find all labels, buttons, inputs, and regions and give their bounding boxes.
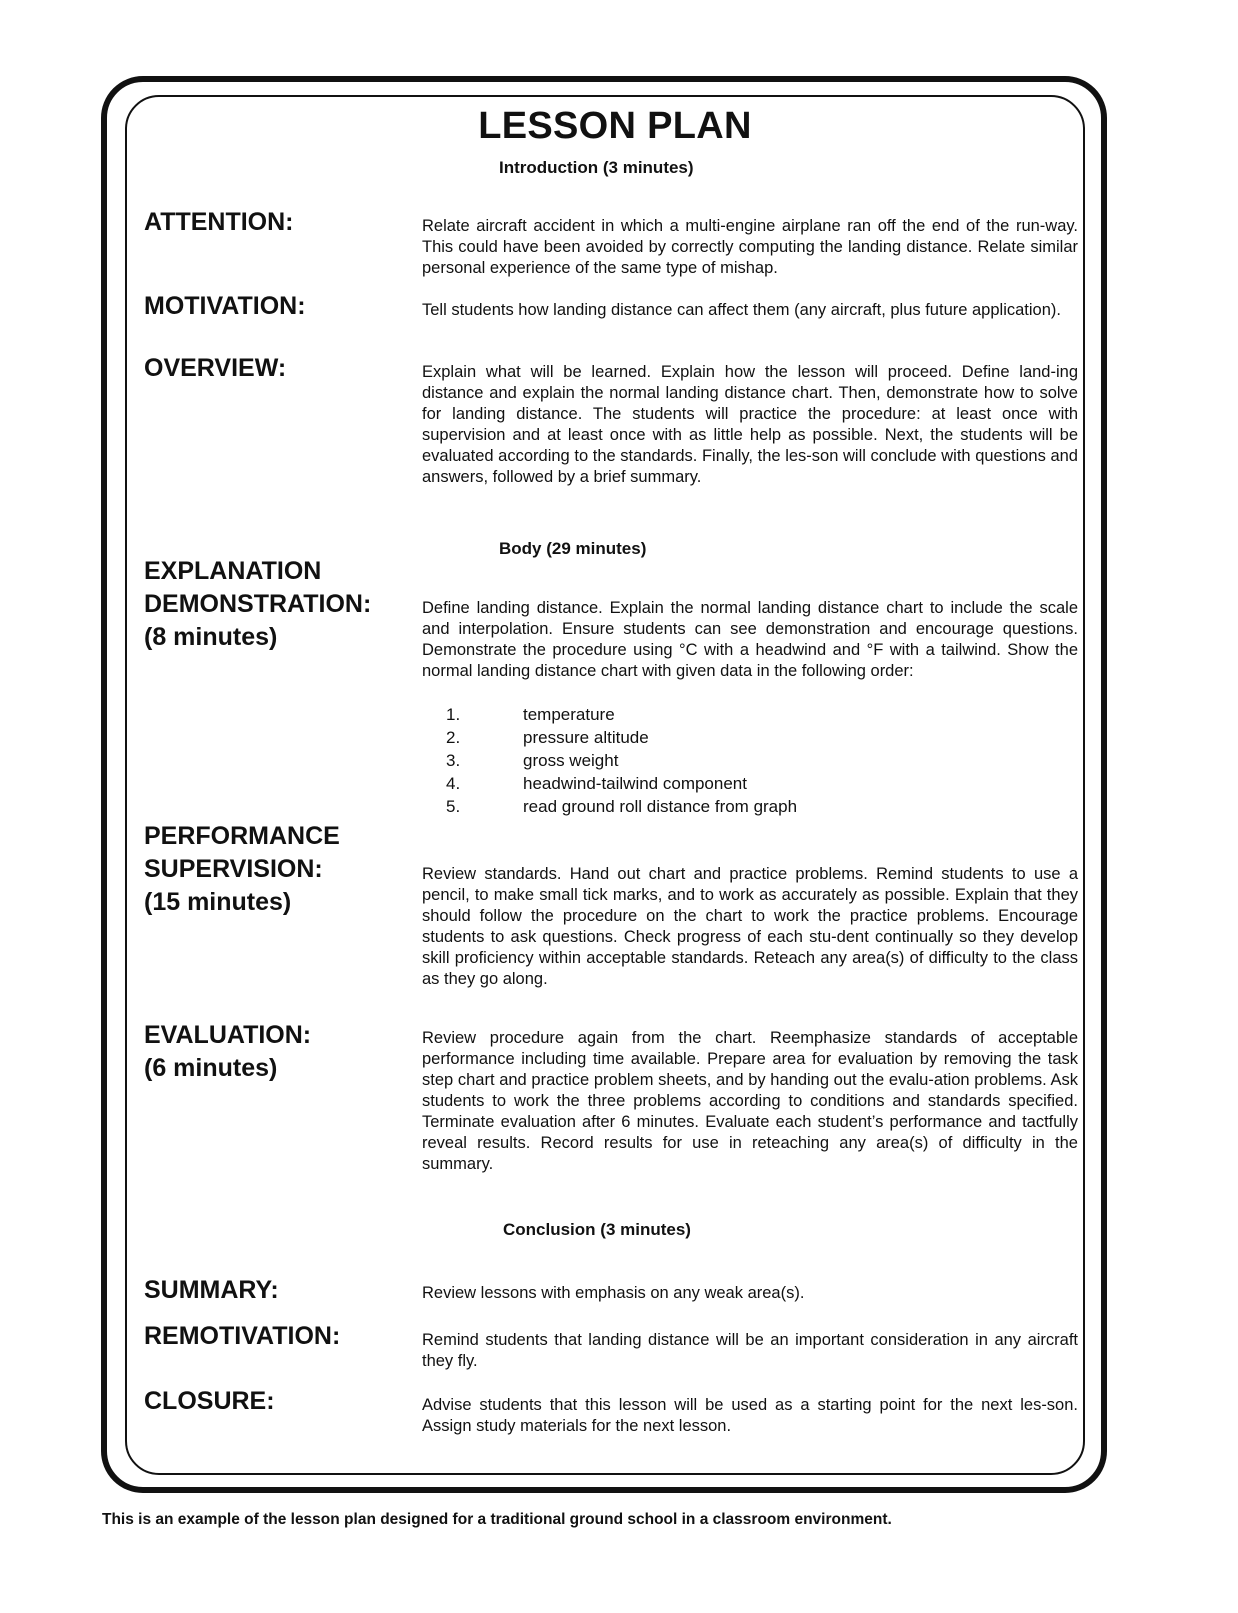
step-number: 3. xyxy=(446,751,461,770)
list-item xyxy=(422,795,922,818)
step-text: headwind-tailwind component xyxy=(523,774,747,793)
step-number: 1. xyxy=(446,705,461,724)
step-number: 5. xyxy=(446,797,461,816)
list-item xyxy=(422,772,922,795)
explanation-duration: (8 minutes) xyxy=(144,623,278,651)
step-text: gross weight xyxy=(523,751,619,770)
step-number: 4. xyxy=(446,774,461,793)
explanation-demonstration-label xyxy=(144,555,371,654)
attention-label: ATTENTION: xyxy=(144,208,294,236)
evaluation-text: Review procedure again from the chart. Reemphasize standards of acceptable performance including time available. Prepare area for evaluation by removing the task step chart and practice problem sheets, and by handing out the evalu-ation problems. Ask students to work the three problems according to conditions and standards specified. Terminate evaluation after 6 minutes. Evaluate each student’s performance and tactfully reveal results. Record results for use in reteaching any area(s) of difficulty in the summary. xyxy=(422,1029,1078,1173)
evaluation-label xyxy=(144,1019,311,1085)
remotivation-text: Remind students that landing distance will be an important consideration in any aircraft they fly. xyxy=(422,1331,1078,1370)
evaluation-label-line: EVALUATION: xyxy=(144,1021,312,1049)
section-heading-body: Body (29 minutes) xyxy=(499,539,647,558)
performance-label-line: PERFORMANCE xyxy=(144,822,340,850)
performance-supervision-label xyxy=(144,820,340,919)
performance-duration: (15 minutes) xyxy=(144,888,292,916)
procedure-steps-list xyxy=(422,703,922,818)
page-title: LESSON PLAN xyxy=(478,105,752,147)
figure-caption: This is an example of the lesson plan designed for a traditional ground school in a classroom environment. xyxy=(102,1511,892,1528)
section-heading-conclusion: Conclusion (3 minutes) xyxy=(503,1220,691,1239)
summary-label: SUMMARY: xyxy=(144,1276,279,1304)
summary-text: Review lessons with emphasis on any weak area(s). xyxy=(422,1284,805,1302)
attention-text: Relate aircraft accident in which a multi-engine airplane ran off the end of the run-way. This could have been avoided by correctly computing the landing distance. Relate similar personal experience of the same type of mishap. xyxy=(422,217,1078,277)
overview-text: Explain what will be learned. Explain how the lesson will proceed. Define land-ing distance and explain the normal landing distance chart. Then, demonstrate how to solve for landing distance. The students will practice the procedure: at least once with supervision and at least once with as little help as possible. Next, the students will be evaluated according to the standards. Finally, the les-son will conclude with questions and answers, followed by a brief summary. xyxy=(422,363,1078,486)
demonstration-label-line: DEMONSTRATION: xyxy=(144,590,372,618)
explanation-label-line: EXPLANATION xyxy=(144,557,322,585)
list-item xyxy=(422,749,922,772)
section-heading-introduction: Introduction (3 minutes) xyxy=(499,158,694,177)
list-item xyxy=(422,726,922,749)
motivation-label: MOTIVATION: xyxy=(144,292,306,320)
list-item xyxy=(422,703,922,726)
step-text: read ground roll distance from graph xyxy=(523,797,798,816)
motivation-text: Tell students how landing distance can affect them (any aircraft, plus future application). xyxy=(422,301,1061,319)
step-number: 2. xyxy=(446,728,461,747)
supervision-label-line: SUPERVISION: xyxy=(144,855,323,883)
performance-text: Review standards. Hand out chart and practice problems. Remind students to use a pencil, to make small tick marks, and to work as accurately as possible. Explain that they should follow the procedure on the chart to work the practice problems. Encourage students to ask questions. Check progress of each stu-dent continually so they develop skill proficiency within acceptable standards. Reteach any area(s) of difficulty to the class as they go along. xyxy=(422,865,1078,988)
remotivation-label: REMOTIVATION: xyxy=(144,1322,341,1350)
closure-label: CLOSURE: xyxy=(144,1387,275,1415)
overview-label: OVERVIEW: xyxy=(144,354,287,382)
step-text: pressure altitude xyxy=(523,728,649,747)
closure-text: Advise students that this lesson will be used as a starting point for the next les-son. Assign study materials for the next lesson. xyxy=(422,1396,1078,1435)
step-text: temperature xyxy=(523,705,615,724)
explanation-text: Define landing distance. Explain the normal landing distance chart to include the scale and interpolation. Ensure students can see demonstration and encourage questions. Demonstrate the procedure using °C with a headwind and °F with a tailwind. Show the normal landing distance chart with given data in the following order: xyxy=(422,599,1078,680)
evaluation-duration: (6 minutes) xyxy=(144,1054,278,1082)
